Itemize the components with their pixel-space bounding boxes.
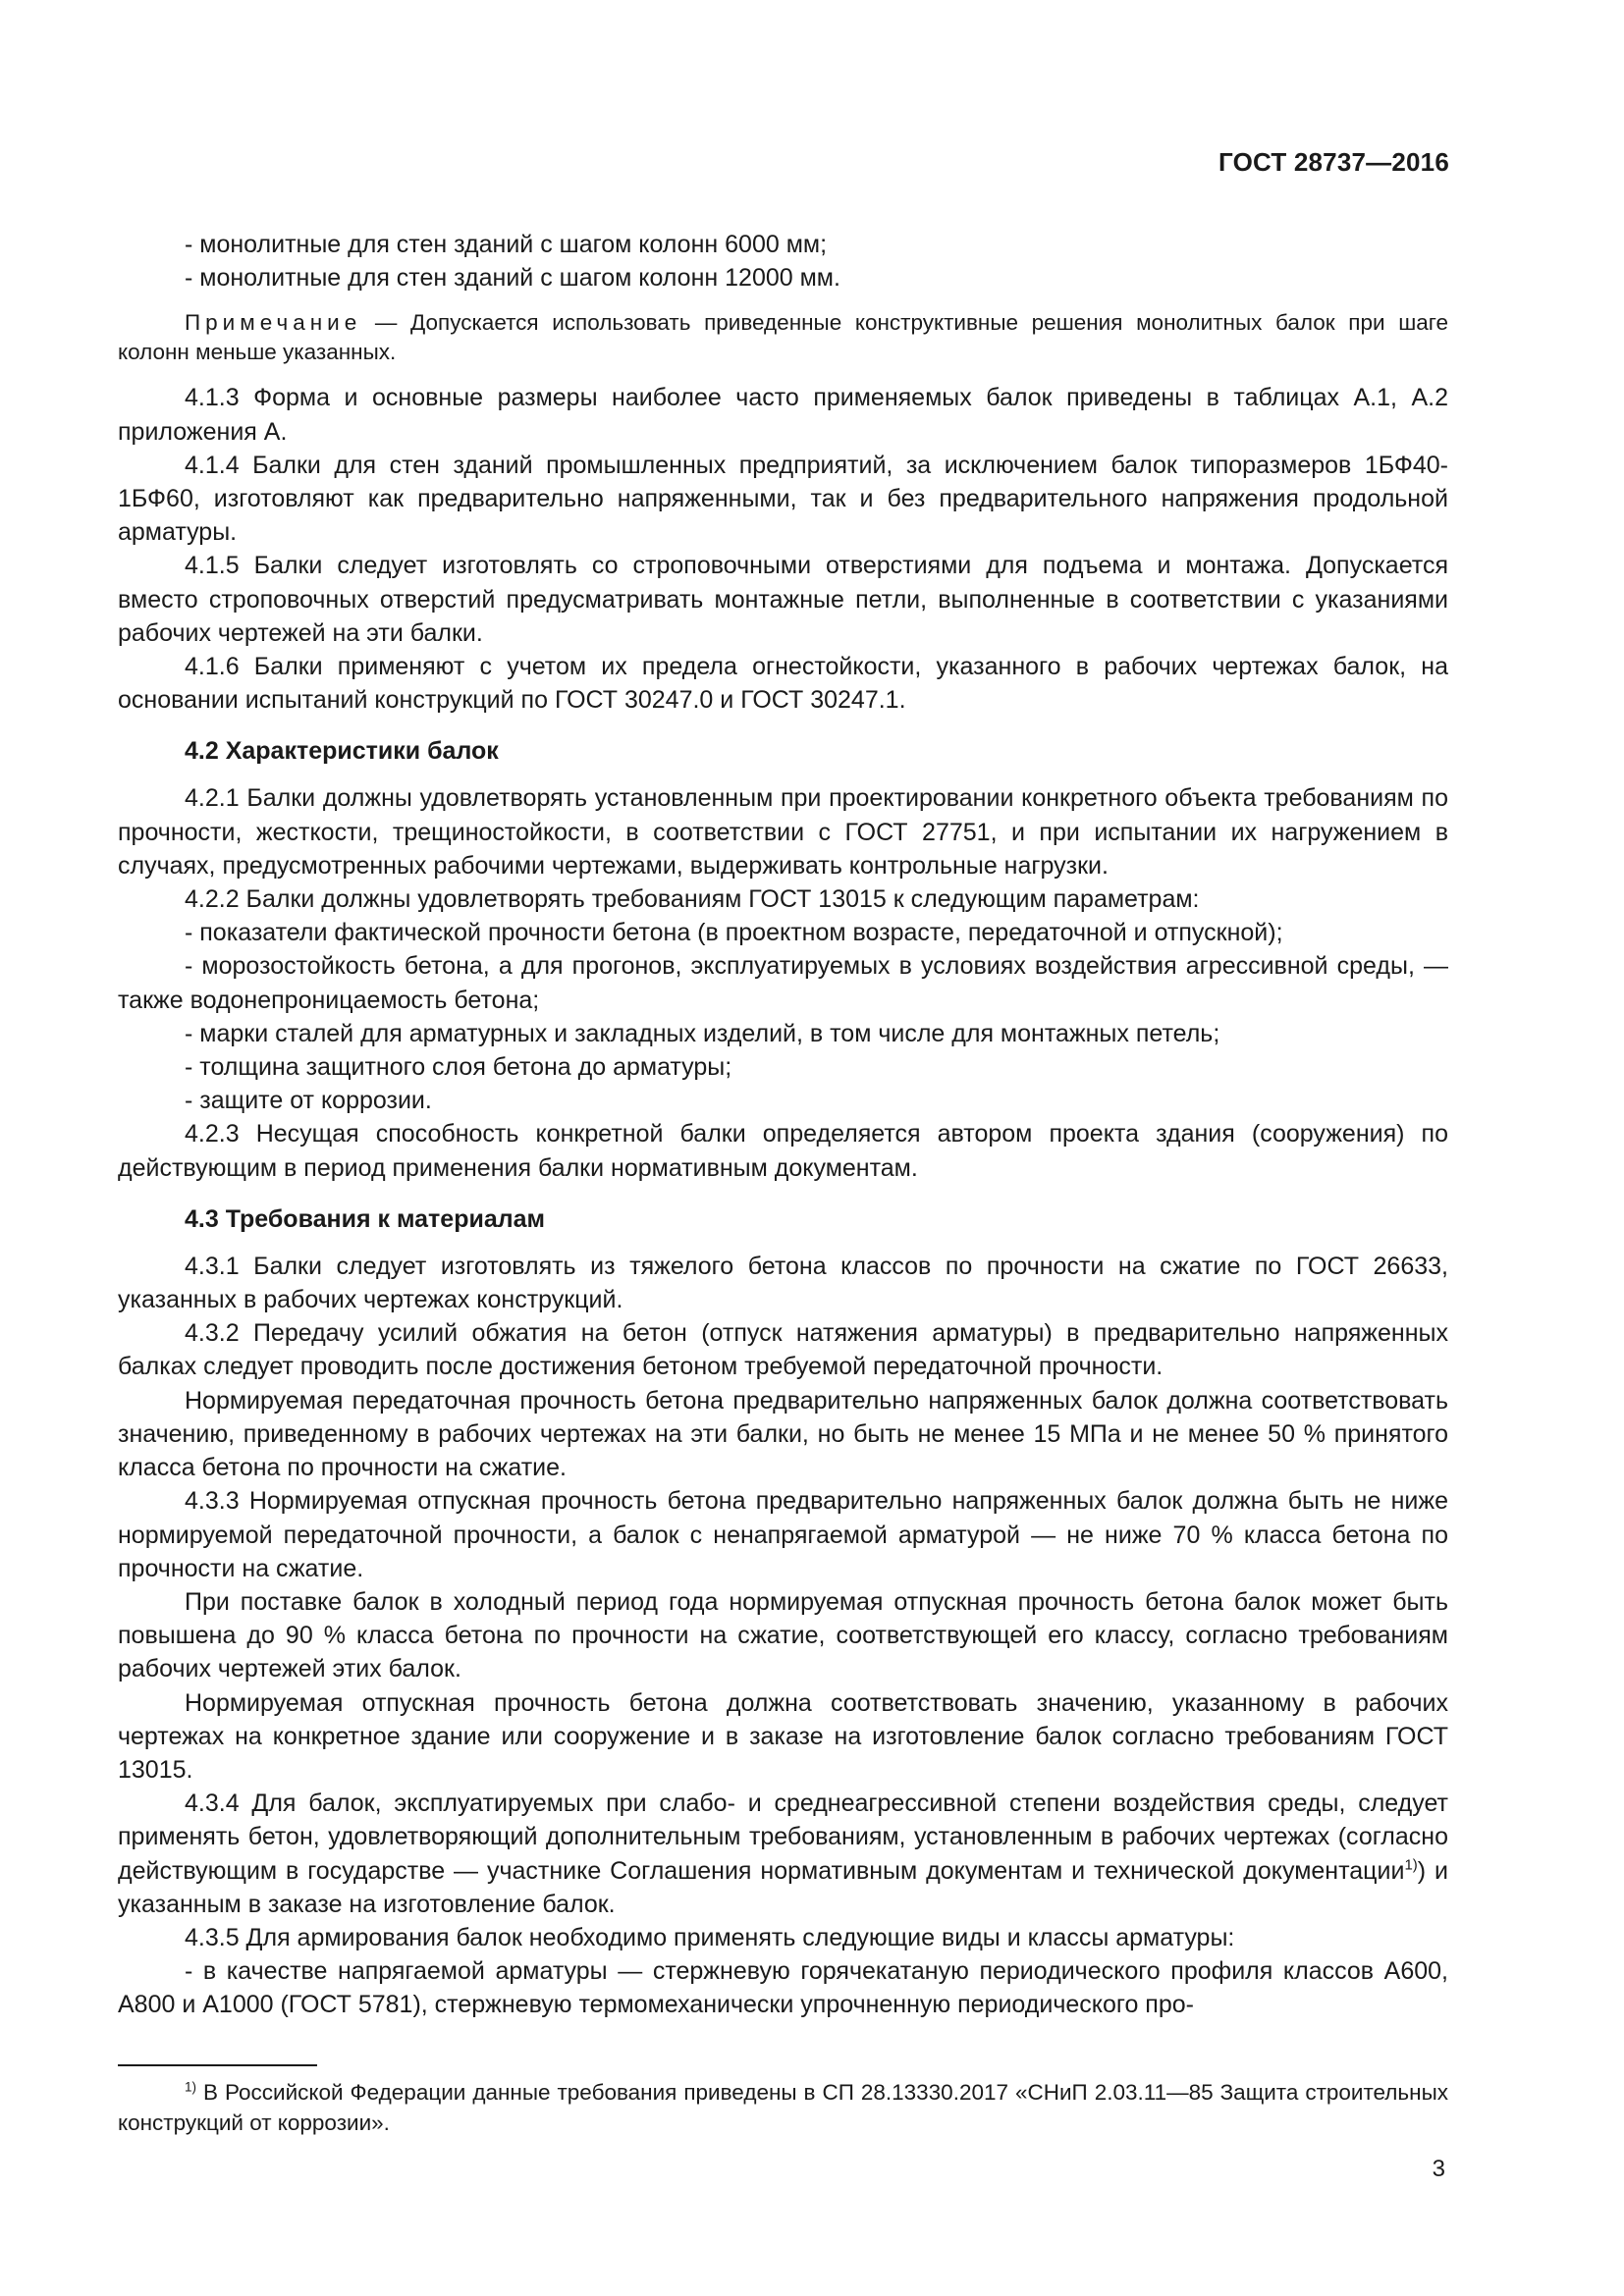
section-heading: 4.2 Характеристики балок — [185, 737, 499, 766]
paragraph: 4.2.2 Балки должны удовлетворять требованиям ГОСТ 13015 к следующим параметрам: — [185, 885, 1200, 914]
footnote-body: В Российской Федерации данные требования приведены в СП 28.13330.2017 «СНиП 2.03.11—85 Защита строительных конструкций от коррозии». — [118, 2080, 1448, 2135]
paragraph: 4.1.3 Форма и основные размеры наиболее часто применяемых балок приведены в таблицах А.1, А.2 приложения А. — [118, 384, 1448, 446]
paragraph: 4.2.3 Несущая способность конкретной балки определяется автором проекта здания (сооружения) по действующим в период применения балки нормативным документам. — [118, 1120, 1448, 1182]
list-item: - показатели фактической прочности бетона (в проектном возрасте, передаточной и отпускной); — [185, 919, 1283, 947]
paragraph: 4.2.1 Балки должны удовлетворять установленным при проектировании конкретного объекта требованиям по прочности, жесткости, трещиностойкости, в соответствии с ГОСТ 27751, и при испытании их нагружением в случаях, предусмотренных рабочими чертежами, выдерживать контрольные нагрузки. — [118, 784, 1448, 880]
paragraph: 4.3.3 Нормируемая отпускная прочность бетона предварительно напряженных балок должна быть не ниже нормируемой передаточной прочности, а балок с ненапрягаемой арматурой — не ниже 70 % класса бетона по прочности на сжатие. — [118, 1487, 1448, 1582]
note-text: — Допускается использовать приведенные конструктивные решения монолитных балок при шаге колонн меньше указанных. — [118, 310, 1448, 365]
note-label: Примечание — [185, 310, 362, 336]
list-item: - марки сталей для арматурных и закладных изделий, в том числе для монтажных петель; — [185, 1019, 1220, 1047]
list-item: - морозостойкость бетона, а для прогонов, эксплуатируемых в условиях воздействия агрессивной среды, — также водонепроницаемость бетона; — [118, 952, 1448, 1014]
footnote-text — [118, 2077, 1448, 2138]
list-item: - защите от коррозии. — [185, 1087, 432, 1115]
paragraph-text: ) и указанным в заказе на изготовление балок. — [118, 1856, 1448, 1918]
paragraph: 4.3.1 Балки следует изготовлять из тяжелого бетона классов по прочности на сжатие по ГОСТ 26633, указанных в рабочих чертежах конструкций. — [118, 1252, 1448, 1314]
note-paragraph — [118, 308, 1448, 367]
paragraph: При поставке балок в холодный период года нормируемая отпускная прочность бетона балок может быть повышена до 90 % класса бетона по прочности на сжатие, соответствующей его классу, согласно требованиям рабочих чертежей этих балок. — [118, 1587, 1448, 1683]
paragraph: - монолитные для стен зданий с шагом колонн 12000 мм. — [185, 264, 840, 293]
paragraph: 4.3.5 Для армирования балок необходимо применять следующие виды и классы арматуры: — [185, 1923, 1235, 1951]
footnote-ref[interactable]: 1) — [1404, 1856, 1418, 1874]
paragraph: 4.1.6 Балки применяют с учетом их предела огнестойкости, указанного в рабочих чертежах балок, на основании испытаний конструкций по ГОСТ 30247.0 и ГОСТ 30247.1. — [118, 653, 1448, 715]
paragraph-text: 4.3.4 Для балок, эксплуатируемых при слабо- и среднеагрессивной степени воздействия среды, следует применять бетон, удовлетворяющий дополнительным требованиям, установленным в рабочих чертежах (согласно действующим в государстве — участнике Соглашения нормативным документам и технической документации — [118, 1789, 1448, 1885]
paragraph: 4.3.2 Передачу усилий обжатия на бетон (отпуск натяжения арматуры) в предварительно напряженных балках следует проводить после достижения бетоном требуемой передаточной прочности. — [118, 1319, 1448, 1381]
paragraph: 4.1.4 Балки для стен зданий промышленных предприятий, за исключением балок типоразмеров 1БФ40-1БФ60, изготовляют как предварительно напряженными, так и без предварительного напряжения продольной арматуры. — [118, 451, 1448, 547]
paragraph: Нормируемая передаточная прочность бетона предварительно напряженных балок должна соответствовать значению, приведенному в рабочих чертежах на эти балки, но быть не менее 15 МПа и не менее 50 % принятого класса бетона по прочности на сжатие. — [118, 1386, 1448, 1482]
footnote — [118, 2077, 1448, 2138]
paragraph — [118, 1787, 1448, 1921]
paragraph: 4.1.5 Балки следует изготовлять со строповочными отверстиями для подъема и монтажа. Допускается вместо строповочных отверстий предусматривать монтажные петли, выполненные в соответствии с указаниями рабочих чертежей на эти балки. — [118, 552, 1448, 647]
footnote-separator — [118, 2064, 317, 2066]
paragraph: - монолитные для стен зданий с шагом колонн 6000 мм; — [185, 231, 828, 258]
document-body — [118, 228, 1448, 2022]
section-heading: 4.3 Требования к материалам — [185, 1204, 546, 1233]
list-item: - толщина защитного слоя бетона до арматуры; — [185, 1053, 732, 1082]
paragraph: Нормируемая отпускная прочность бетона должна соответствовать значению, указанному в рабочих чертежах на конкретное здание или сооружение и в заказе на изготовление балок согласно требованиям ГОСТ 13015. — [118, 1688, 1448, 1784]
page-number: 3 — [1432, 2156, 1445, 2182]
footnote-mark: 1) — [185, 2079, 197, 2095]
list-item: - в качестве напрягаемой арматуры — стержневую горячекатаную периодического профиля классов А600, А800 и А1000 (ГОСТ 5781), стержневую термомеханически упрочненную периодического про- — [118, 1957, 1448, 2019]
document-header: ГОСТ 28737—2016 — [1218, 147, 1449, 177]
